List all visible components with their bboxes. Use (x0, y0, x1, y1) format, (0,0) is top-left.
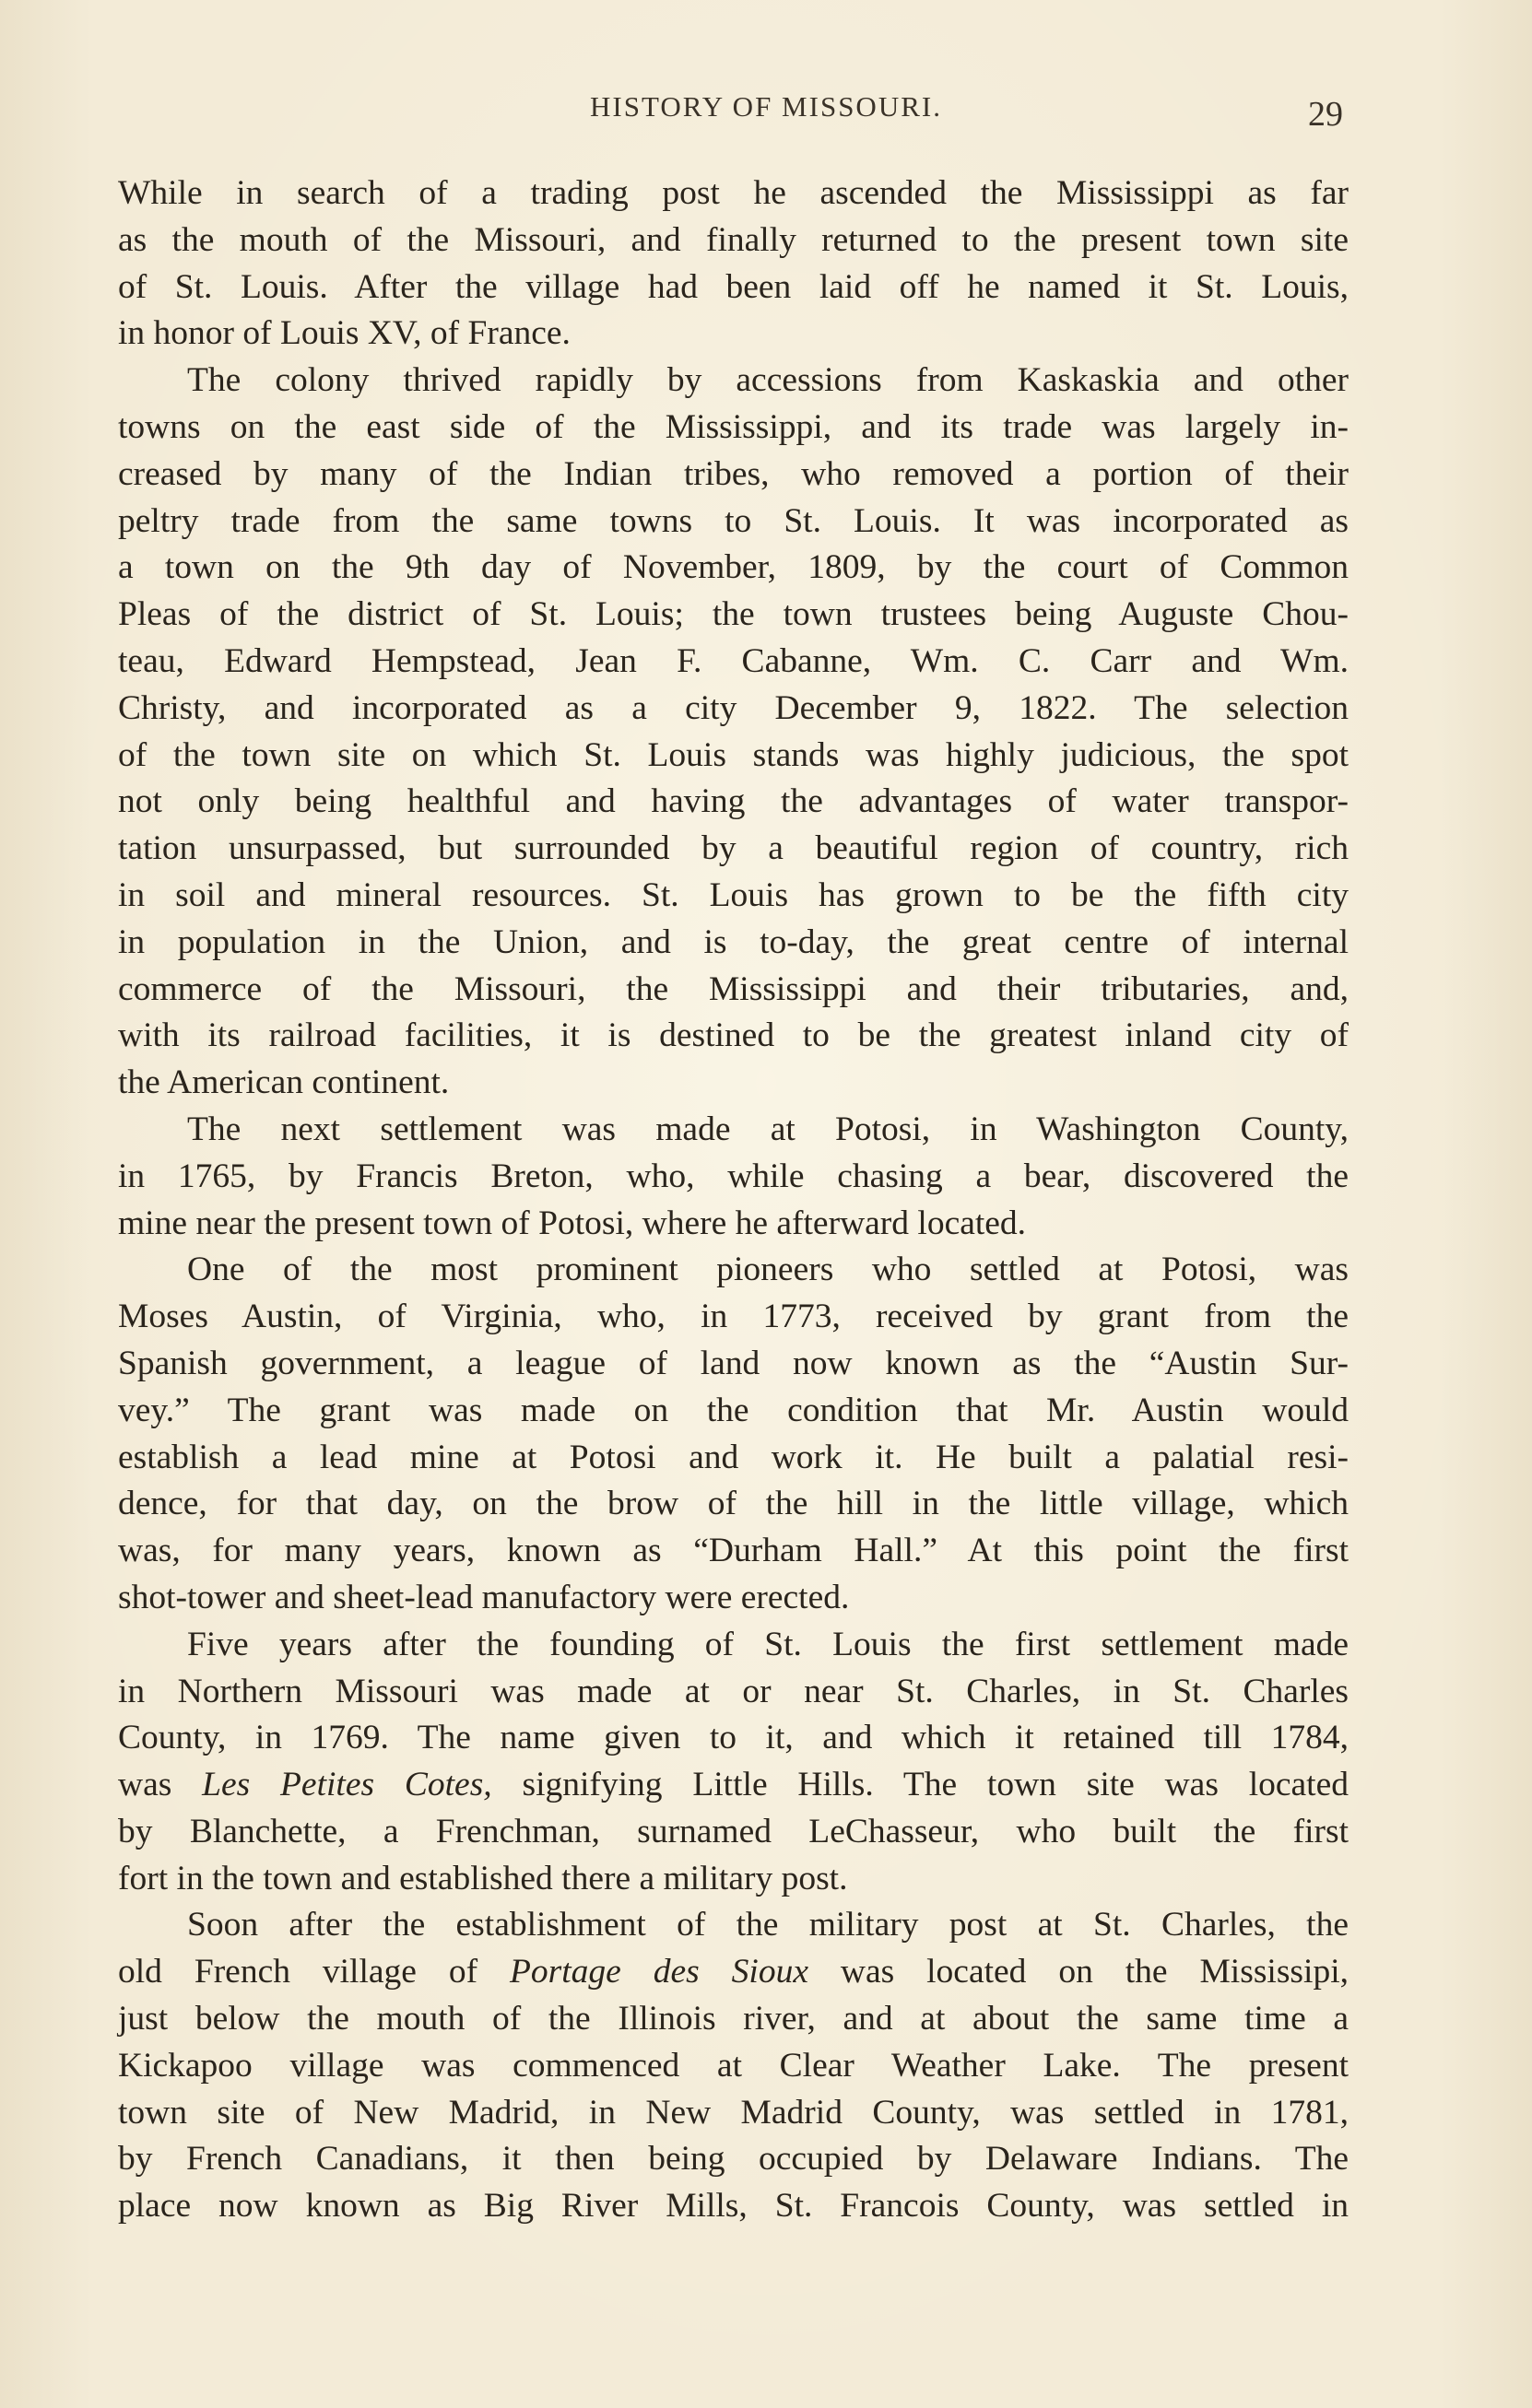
text-line: a town on the 9th day of November, 1809, by the court of Common (118, 548, 1349, 587)
text-line: the American continent. (118, 1063, 450, 1102)
text-line: The colony thrived rapidly by accessions from Kaskaskia and other (187, 361, 1349, 400)
text-line: in soil and mineral resources. St. Louis has grown to be the fifth city (118, 875, 1349, 914)
text-line: by Blanchette, a Frenchman, surnamed LeChasseur, who built the first (118, 1812, 1349, 1850)
text-line: peltry trade from the same towns to St. Louis. It was incorporated as (118, 501, 1349, 540)
text-line: While in search of a trading post he ascended the Mississippi as far (118, 174, 1349, 212)
italic-phrase: Les Petites Cotes, (202, 1766, 492, 1804)
text-line: One of the most prominent pioneers who settled at Potosi, was (187, 1251, 1349, 1289)
text-line: of the town site on which St. Louis stands was highly judicious, the spot (118, 735, 1349, 774)
text-line: commerce of the Missouri, the Mississippi and their tributaries, and, (118, 969, 1349, 1008)
text-line: vey.” The grant was made on the condition that Mr. Austin would (118, 1391, 1349, 1429)
text-line: towns on the east side of the Mississippi, and its trade was largely in- (118, 407, 1349, 446)
text-line: Christy, and incorporated as a city December 9, 1822. The selection (118, 688, 1349, 727)
text-line: dence, for that day, on the brow of the hill in the little village, which (118, 1485, 1349, 1523)
text-line: shot-tower and sheet-lead manufactory were erected. (118, 1578, 850, 1616)
text-line: Spanish government, a league of land now known as the “Austin Sur- (118, 1344, 1349, 1382)
paragraph (118, 358, 1349, 1107)
paragraph (118, 1902, 1349, 2230)
text-line: creased by many of the Indian tribes, who removed a portion of their (118, 454, 1349, 493)
running-head (0, 90, 1532, 136)
text-line: in Northern Missouri was made at or near St. Charles, in St. Charles (118, 1672, 1349, 1710)
text-line: tation unsurpassed, but surrounded by a beautiful region of country, rich (118, 829, 1349, 868)
text-line: teau, Edward Hempstead, Jean F. Cabanne, Wm. C. Carr and Wm. (118, 641, 1349, 680)
text-line: was, for many years, known as “Durham Hall.” At this point the first (118, 1532, 1349, 1570)
italic-phrase: Portage des Sioux (510, 1953, 808, 1991)
text-line: place now known as Big River Mills, St. Francois County, was settled in (118, 2187, 1349, 2226)
text-line: was Les Petites Cotes, signifying Little Hills. The town site was located (118, 1766, 1349, 1804)
text-line: town site of New Madrid, in New Madrid County, was settled in 1781, (118, 2093, 1349, 2132)
text-line: establish a lead mine at Potosi and work it. He built a palatial resi- (118, 1438, 1349, 1476)
page-number: 29 (1308, 95, 1343, 134)
text-line: County, in 1769. The name given to it, and which it retained till 1784, (118, 1719, 1349, 1757)
text-line: in honor of Louis XV, of France. (118, 314, 571, 353)
text-line: The next settlement was made at Potosi, in Washington County, (187, 1110, 1349, 1148)
text-line: Soon after the establishment of the military post at St. Charles, the (187, 1906, 1349, 1944)
text-line: as the mouth of the Missouri, and finally returned to the present town site (118, 220, 1349, 259)
text-line: not only being healthful and having the advantages of water transpor- (118, 782, 1349, 821)
text-line: Pleas of the district of St. Louis; the town trustees being Auguste Chou- (118, 595, 1349, 634)
paragraph (118, 1107, 1349, 1247)
text-line: fort in the town and established there a military post. (118, 1859, 848, 1897)
text-line: old French village of Portage des Sioux was located on the Mississipi, (118, 1953, 1349, 1991)
text-line: in population in the Union, and is to-day, the great centre of internal (118, 922, 1349, 961)
text-line: mine near the present town of Potosi, where he afterward located. (118, 1204, 1027, 1242)
text-line: Kickapoo village was commenced at Clear Weather Lake. The present (118, 2046, 1349, 2085)
text-line: by French Canadians, it then being occupied by Delaware Indians. The (118, 2140, 1349, 2179)
body-text (118, 170, 1349, 2230)
text-line: of St. Louis. After the village had been laid off he named it St. Louis, (118, 267, 1349, 306)
text-line: Five years after the founding of St. Louis the first settlement made (187, 1625, 1349, 1663)
text-line: just below the mouth of the Illinois river, and at about the same time a (118, 2000, 1349, 2038)
text-line: with its railroad facilities, it is destined to be the greatest inland city of (118, 1016, 1349, 1055)
paragraph (118, 170, 1349, 358)
text-line: Moses Austin, of Virginia, who, in 1773, received by grant from the (118, 1298, 1349, 1336)
text-line: in 1765, by Francis Breton, who, while chasing a bear, discovered the (118, 1157, 1349, 1195)
paragraph (118, 1622, 1349, 1903)
running-title: HISTORY OF MISSOURI. (590, 90, 942, 123)
paragraph (118, 1247, 1349, 1621)
